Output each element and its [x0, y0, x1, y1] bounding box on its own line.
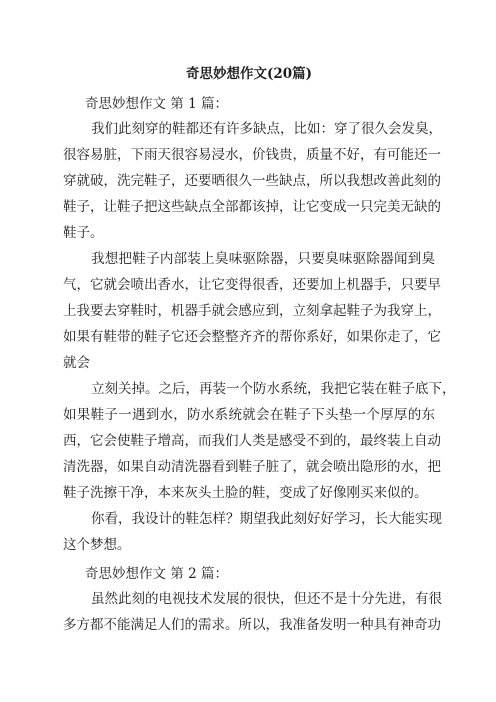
text-line: 这个梦想。: [63, 537, 131, 553]
paragraph-1-4: [63, 506, 442, 558]
text-line: 穿就破，洗完鞋子，还要晒很久一些缺点，所以我想改善此刻的: [63, 173, 441, 189]
text-line: 鞋子，让鞋子把这些缺点全部都该掉，让它变成一只完美无缺的: [63, 199, 441, 215]
text-line: 清洗器，如果自动清洗器看到鞋子脏了，就会喷出隐形的水，把: [63, 459, 441, 475]
text-line: 如果有鞋带的鞋子它还会整整齐齐的帮你系好，如果你走了，它: [63, 329, 441, 345]
text-line: 如果鞋子一遇到水，防水系统就会在鞋子下头垫一个厚厚的东: [63, 407, 435, 423]
paragraph-2-1: [63, 586, 442, 638]
text-line: 立刻关掉。之后，再装一个防水系统，我把它装在鞋子底下，: [91, 381, 456, 397]
text-line: 鞋子。: [63, 225, 104, 241]
text-line: 你看，我设计的鞋怎样？期望我此刻好好学习，长大能实现: [91, 511, 442, 527]
text-line: 多方都不能满足人们的需求。所以，我准备发明一种具有神奇功: [63, 617, 441, 633]
text-line: 气，它就会喷出香水，让它变得很香，还要加上机器手，只要早: [63, 277, 441, 293]
text-line: 上我要去穿鞋时，机器手就会感应到，立刻拿起鞋子为我穿上，: [63, 303, 441, 319]
text-line: 鞋子洗擦干净，本来灰头土脸的鞋，变成了好像刚买来似的。: [63, 485, 428, 501]
section-heading-1: 奇思妙想作文 第 1 篇：: [85, 96, 228, 112]
paragraph-1-2: [63, 246, 441, 376]
text-line: 我想把鞋子内部装上臭味驱除器，只要臭味驱除器闻到臭: [91, 251, 435, 267]
section-heading-2: 奇思妙想作文 第 2 篇：: [85, 566, 228, 582]
text-line: 我们此刻穿的鞋都还有许多缺点，比如：穿了很久会发臭，: [91, 121, 442, 137]
paragraph-1-1: [63, 116, 442, 246]
document-title: 奇思妙想作文(20篇): [185, 66, 313, 82]
text-line: 虽然此刻的电视技术发展的很快，但还不是十分先进，有很: [91, 591, 442, 607]
paragraph-1-3: [63, 376, 456, 506]
text-line: 就会: [63, 355, 90, 371]
text-line: 很容易脏，下雨天很容易浸水，价钱贵，质量不好，有可能还一: [63, 147, 441, 163]
text-line: 西，它会使鞋子增高，而我们人类是感受不到的，最终装上自动: [63, 433, 441, 449]
